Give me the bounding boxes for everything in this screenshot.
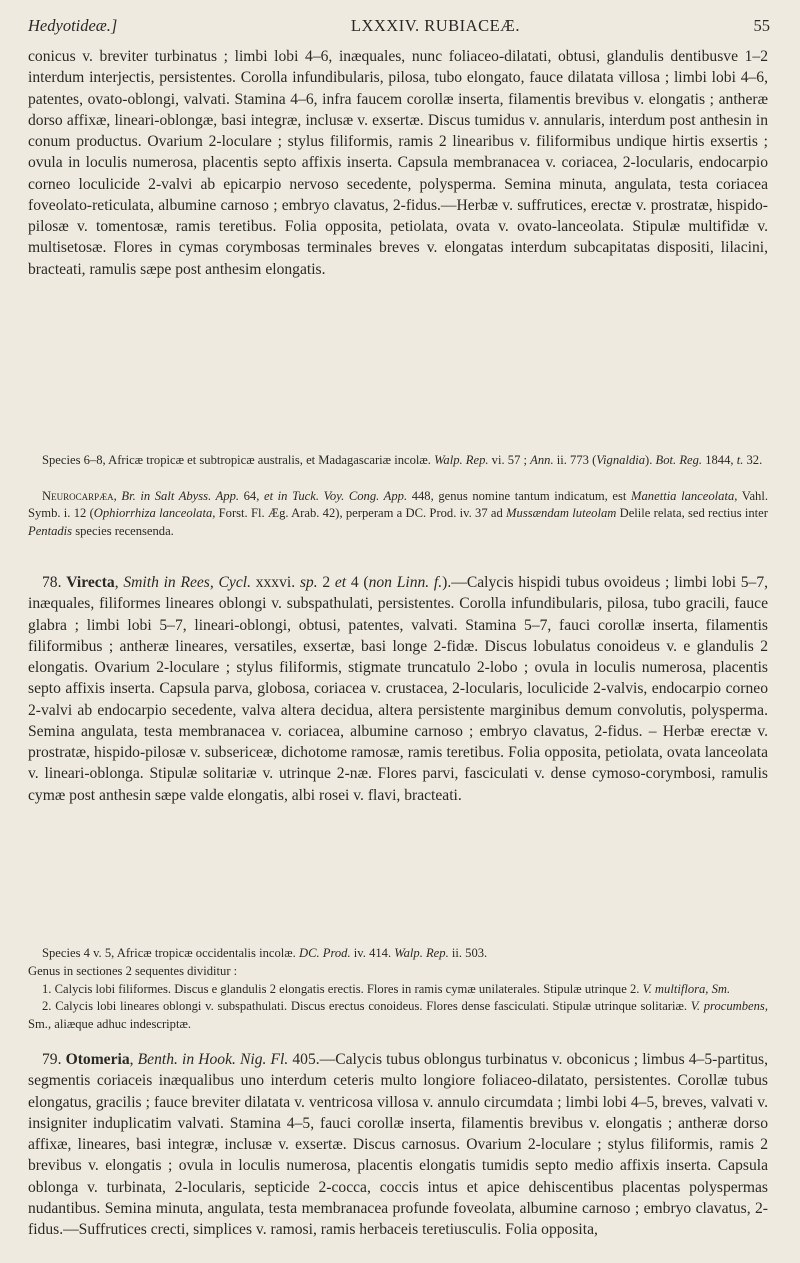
genus-name-virecta: Virecta [66, 574, 115, 591]
genus-78-virecta [28, 572, 768, 806]
neurocarpaea-note [28, 488, 768, 540]
header-tribe: Hedyotideæ.] [28, 16, 118, 35]
page-number: 55 [753, 16, 770, 35]
species-paragraph: Species 6–8, Africæ tropicæ et subtropicæ australis, et Madagascariæ incolæ. Walp. Rep. vi. 57 ; Ann. ii. 773 (Vignaldia). Bot. Reg. 1844, t. 32. [42, 453, 763, 467]
genus-78-paragraph: 78. Virecta, Smith in Rees, Cycl. xxxvi. sp. 2 et 4 (non Linn. f.).—Calycis hispidi tubus ovoideus ; limbi lobi 5–7, inæquales, filiformes lineares oblongi v. subspathulati, persistentes. Corolla infundibularis, pilosa, tubo gracili, fauce glabra ; limbi lobi 5–7, lineari-oblongi, obtusi, patentes, valvati. Stamina 5–7, fauci corollæ inserta, filamentis filiformibus ; antheræ lineares, versatiles, exsertæ, basi longe 2-fidæ. Discus lobulatus conoideus v. e glandulis 2 elongatis. Ovarium 2-loculare ; stylus filiformis, stigmate truncatulo 2-lobo ; ovula in loculis numerosa, placentis septo affixis inserta. Capsula parva, globosa, coriacea v. crustacea, 2-locularis, loculicide 2-valvis, endocarpio corneo 2-valvi ab endocarpio secedente, valva altera decidua, altera persistente marginibus demum convolutis, polysperma. Semina angulata, testa membranacea v. coriacea, albumine carnoso ; embryo clavatus, 2-fidus. – Herbæ erectæ v. prostratæ, hispido-pilosæ v. subsericeæ, dichotome ramosæ, ramis teretibus. Folia opposita, petiolata, ovata lanceolata v. lineari-oblonga. Stipulæ solitariæ v. utrinque 2-næ. Flores parvi, fasciculati v. dense cymoso-corymbosi, ramulis cymæ post anthesin sæpe valde elongatis, albi rosei v. flavi, bracteati. [28, 574, 769, 804]
genus-name-otomeria: Otomeria [65, 1051, 130, 1068]
neurocarpaea-paragraph: Neurocarpæa, Br. in Salt Abyss. App. 64, et in Tuck. Voy. Cong. App. 448, genus nomine tantum indicatum, est Manettia lanceolata, Vahl. Symb. i. 12 (Ophiorrhiza lanceolata, Forst. Fl. Æg. Arab. 42), perperam a DC. Prod. iv. 37 ad Mussændam luteolam Delile relata, sed rectius inter Pentadis species recensenda. [28, 489, 769, 538]
section-1: 1. Calycis lobi filiformes. Discus e glandulis 2 elongatis erectis. Flores in ramis cymæ unilaterales. Stipulæ utrinque 2. V. multiflora, Sm. [42, 981, 731, 996]
header-family: LXXXIV. RUBIACEÆ. [350, 16, 520, 35]
species-note-1 [28, 452, 768, 469]
paragraph-pentas-description [28, 46, 768, 280]
running-header [28, 16, 770, 42]
body-paragraph: conicus v. breviter turbinatus ; limbi lobi 4–6, inæquales, nunc foliaceo-dilatati, obtusi, glandulis dentibusve 1–2 interdum interjectis, persistentes. Corolla infundibularis, pilosa, tubo elongato, fauce dilatata villosa ; limbi lobi 4–6, patentes, ovato-oblongi, valvati. Stamina 4–6, infra faucem corollæ inserta, filamentis brevibus v. elongatis ; antheræ dorso affixæ, lineari-oblongæ, basi integræ, inclusæ v. exsertæ. Discus tumidus v. annularis, interdum post anthesin in conum productus. Ovarium 2-loculare ; stylus filiformis, ramis 2 linearibus v. filiformibus undique hirtis exsertis ; ovula in loculis numerosa, placentis septo affixis inserta. Capsula membranacea v. coriacea, 2-locularis, endocarpio corneo loculicide 2-valvi ab epicarpio nervoso secedente, polysperma. Semina minuta, angulata, testa coriacea foveolato-reticulata, albumine carnoso ; embryo clavatus, 2-fidus.—Herbæ v. suffrutices, erectæ v. prostratæ, hispido-pilosæ v. tomentosæ, ramis teretibus. Folia opposita, petiolata, ovata v. ovato-lanceolata. Stipulæ multifidæ v. multisetosæ. Flores in cymas corymbosas terminales breves v. elongatas interdum subcapitatas dispositi, lilacini, bracteati, ramulis sæpe post anthesim elongatis. [28, 48, 768, 278]
species-note-2 [28, 945, 768, 1033]
section-2: 2. Calycis lobi lineares oblongi v. subspathulati. Discus erectus conoideus. Flores dense fasciculati. Stipulæ utrinque solitariæ. V. procumbens, Sm., aliæque adhuc indescriptæ. [28, 999, 768, 1031]
genus-79-paragraph: 79. Otomeria, Benth. in Hook. Nig. Fl. 405.—Calycis tubus oblongus turbinatus v. obconicus ; limbus 4–5-partitus, segmentis coriaceis inæqualibus uno interdum ceteris multo longiore foliaceo-dilatato, persistentes. Corollæ tubus elongatus, gracilis ; fauce breviter dilatata v. ventricosa villosa v. annulo circumdata ; limbi lobi 4–5, breves, valvati v. insigniter induplicatim valvati. Stamina 4–5, fauci corollæ inserta, filamentis brevibus v. elongatis ; antheræ dorso affixæ, lineares, basi integræ, inclusæ v. exsertæ. Discus carnosus. Ovarium 2-loculare ; stylus filiformis, ramis 2 brevibus v. elongatis ; ovula in loculis numerosa, placentis elongatis tumidis septo medio affixis inserta. Capsula oblonga v. turbinata, 2-locularis, septicide 2-cocca, coccis intus et apice dehiscentibus placentas polyspermas nudantibus. Semina minuta, angulata, testa membranacea profunde foveolata, albumine carnoso ; embryo clavatus, 2-fidus.—Suffrutices crecti, simplices v. ramosi, ramis herbaceis teretiusculis. Folia opposita, [28, 1051, 768, 1238]
genus-sections-intro: Genus in sectiones 2 sequentes dividitur : [28, 964, 238, 979]
species-paragraph-2: Species 4 v. 5, Africæ tropicæ occidentalis incolæ. DC. Prod. iv. 414. Walp. Rep. ii. 503. [42, 946, 488, 960]
genus-79-otomeria [28, 1049, 768, 1240]
